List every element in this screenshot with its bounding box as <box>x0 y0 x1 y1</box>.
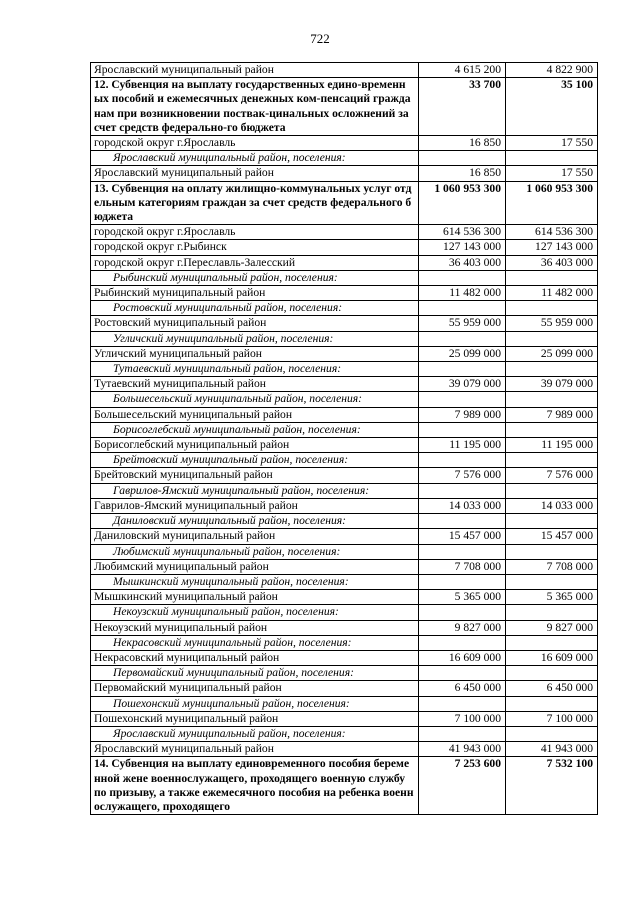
row-name-cell: Первомайский муниципальный район, поселения: <box>91 666 419 681</box>
value-2021-cell <box>419 483 506 498</box>
value-2022-cell <box>506 301 598 316</box>
value-2021-cell <box>419 331 506 346</box>
section-header-row <box>91 757 598 815</box>
value-2022-cell: 14 033 000 <box>506 498 598 513</box>
table-row <box>91 711 598 726</box>
row-name-cell: Большесельский муниципальный район, поселения: <box>91 392 419 407</box>
value-2021-cell <box>419 151 506 166</box>
value-2022-cell: 36 403 000 <box>506 255 598 270</box>
row-name-cell: Ярославский муниципальный район <box>91 63 419 78</box>
table-row <box>91 407 598 422</box>
value-2021-cell <box>419 514 506 529</box>
value-2021-cell: 16 850 <box>419 136 506 151</box>
value-2021-cell <box>419 574 506 589</box>
row-name-cell: Ростовский муниципальный район, поселения: <box>91 301 419 316</box>
row-name-cell: городской округ г.Рыбинск <box>91 240 419 255</box>
value-2021-cell: 11 482 000 <box>419 286 506 301</box>
value-2021-cell <box>419 422 506 437</box>
value-2022-cell: 7 532 100 <box>506 757 598 815</box>
value-2021-cell <box>419 726 506 741</box>
row-name-cell: Некрасовский муниципальный район, поселения: <box>91 635 419 650</box>
subheader-row <box>91 151 598 166</box>
value-2022-cell: 7 989 000 <box>506 407 598 422</box>
section-header-row <box>91 78 598 136</box>
subheader-row <box>91 301 598 316</box>
value-2022-cell <box>506 726 598 741</box>
value-2022-cell: 614 536 300 <box>506 225 598 240</box>
table-row <box>91 620 598 635</box>
value-2022-cell <box>506 483 598 498</box>
value-2021-cell: 7 708 000 <box>419 559 506 574</box>
value-2021-cell: 55 959 000 <box>419 316 506 331</box>
subheader-row <box>91 392 598 407</box>
value-2022-cell <box>506 151 598 166</box>
value-2022-cell <box>506 544 598 559</box>
value-2022-cell: 11 195 000 <box>506 438 598 453</box>
table-row <box>91 316 598 331</box>
row-name-cell: 12. Субвенция на выплату государственных едино-временных пособий и ежемесячных денежных ком-пенсаций гражданам при возникновении поствак-цинальных осложнений за счет средств федерально-го бюджета <box>91 78 419 136</box>
value-2021-cell: 16 609 000 <box>419 650 506 665</box>
value-2021-cell <box>419 362 506 377</box>
row-name-cell: Некрасовский муниципальный район <box>91 650 419 665</box>
row-name-cell: Большесельский муниципальный район <box>91 407 419 422</box>
row-name-cell: Даниловский муниципальный район <box>91 529 419 544</box>
table-row <box>91 742 598 757</box>
subheader-row <box>91 605 598 620</box>
value-2021-cell: 25 099 000 <box>419 346 506 361</box>
row-name-cell: Угличский муниципальный район <box>91 346 419 361</box>
value-2021-cell: 1 060 953 300 <box>419 181 506 225</box>
row-name-cell: Пошехонский муниципальный район, поселения: <box>91 696 419 711</box>
row-name-cell: Угличский муниципальный район, поселения: <box>91 331 419 346</box>
value-2022-cell <box>506 666 598 681</box>
table-row <box>91 255 598 270</box>
value-2022-cell: 5 365 000 <box>506 590 598 605</box>
value-2022-cell: 16 609 000 <box>506 650 598 665</box>
subheader-row <box>91 483 598 498</box>
value-2021-cell: 11 195 000 <box>419 438 506 453</box>
value-2022-cell: 17 550 <box>506 136 598 151</box>
table-row <box>91 559 598 574</box>
value-2021-cell: 14 033 000 <box>419 498 506 513</box>
value-2021-cell <box>419 392 506 407</box>
value-2022-cell: 35 100 <box>506 78 598 136</box>
row-name-cell: Ярославский муниципальный район, поселения: <box>91 151 419 166</box>
value-2022-cell <box>506 635 598 650</box>
budget-table-body <box>91 63 598 815</box>
value-2022-cell: 1 060 953 300 <box>506 181 598 225</box>
value-2021-cell: 7 576 000 <box>419 468 506 483</box>
table-row <box>91 136 598 151</box>
value-2021-cell <box>419 696 506 711</box>
row-name-cell: Мышкинский муниципальный район <box>91 590 419 605</box>
row-name-cell: Тутаевский муниципальный район, поселения: <box>91 362 419 377</box>
value-2022-cell <box>506 574 598 589</box>
row-name-cell: Ярославский муниципальный район, поселения: <box>91 726 419 741</box>
row-name-cell: Гаврилов-Ямский муниципальный район, поселения: <box>91 483 419 498</box>
subheader-row <box>91 453 598 468</box>
value-2022-cell: 55 959 000 <box>506 316 598 331</box>
row-name-cell: Ростовский муниципальный район <box>91 316 419 331</box>
table-row <box>91 438 598 453</box>
value-2022-cell <box>506 392 598 407</box>
value-2021-cell <box>419 453 506 468</box>
value-2022-cell: 7 708 000 <box>506 559 598 574</box>
subheader-row <box>91 422 598 437</box>
value-2021-cell: 36 403 000 <box>419 255 506 270</box>
value-2021-cell: 5 365 000 <box>419 590 506 605</box>
row-name-cell: Брейтовский муниципальный район, поселения: <box>91 453 419 468</box>
value-2022-cell <box>506 331 598 346</box>
row-name-cell: Брейтовский муниципальный район <box>91 468 419 483</box>
value-2022-cell: 25 099 000 <box>506 346 598 361</box>
table-row <box>91 63 598 78</box>
subheader-row <box>91 270 598 285</box>
table-row <box>91 681 598 696</box>
section-header-row <box>91 181 598 225</box>
value-2021-cell <box>419 666 506 681</box>
value-2022-cell: 41 943 000 <box>506 742 598 757</box>
subheader-row <box>91 666 598 681</box>
value-2021-cell: 7 100 000 <box>419 711 506 726</box>
value-2021-cell: 6 450 000 <box>419 681 506 696</box>
table-row <box>91 529 598 544</box>
subheader-row <box>91 514 598 529</box>
row-name-cell: Некоузский муниципальный район <box>91 620 419 635</box>
value-2021-cell <box>419 605 506 620</box>
value-2022-cell: 17 550 <box>506 166 598 181</box>
row-name-cell: Первомайский муниципальный район <box>91 681 419 696</box>
value-2022-cell <box>506 514 598 529</box>
row-name-cell: Гаврилов-Ямский муниципальный район <box>91 498 419 513</box>
row-name-cell: Ярославский муниципальный район <box>91 742 419 757</box>
row-name-cell: Пошехонский муниципальный район <box>91 711 419 726</box>
table-row <box>91 346 598 361</box>
row-name-cell: Некоузский муниципальный район, поселения: <box>91 605 419 620</box>
row-name-cell: Даниловский муниципальный район, поселения: <box>91 514 419 529</box>
value-2022-cell <box>506 362 598 377</box>
value-2022-cell <box>506 453 598 468</box>
value-2022-cell: 127 143 000 <box>506 240 598 255</box>
row-name-cell: 14. Субвенция на выплату единовременного пособия беременной жене военнослужащего, проходящего военную службу по призыву, а также ежемесячного пособия на ребенка военнослужащего, проходящего <box>91 757 419 815</box>
subheader-row <box>91 726 598 741</box>
table-row <box>91 240 598 255</box>
value-2021-cell: 7 989 000 <box>419 407 506 422</box>
value-2022-cell <box>506 270 598 285</box>
value-2022-cell <box>506 696 598 711</box>
value-2022-cell: 7 576 000 <box>506 468 598 483</box>
row-name-cell: Любимский муниципальный район, поселения: <box>91 544 419 559</box>
budget-table <box>90 62 598 815</box>
subheader-row <box>91 331 598 346</box>
row-name-cell: городской округ г.Переславль-Залесский <box>91 255 419 270</box>
value-2022-cell: 4 822 900 <box>506 63 598 78</box>
value-2021-cell: 7 253 600 <box>419 757 506 815</box>
value-2021-cell <box>419 544 506 559</box>
value-2021-cell: 33 700 <box>419 78 506 136</box>
subheader-row <box>91 696 598 711</box>
value-2021-cell: 39 079 000 <box>419 377 506 392</box>
value-2022-cell: 6 450 000 <box>506 681 598 696</box>
row-name-cell: Борисоглебский муниципальный район <box>91 438 419 453</box>
value-2021-cell: 4 615 200 <box>419 63 506 78</box>
subheader-row <box>91 544 598 559</box>
row-name-cell: городской округ г.Ярославль <box>91 225 419 240</box>
value-2021-cell <box>419 270 506 285</box>
value-2022-cell: 7 100 000 <box>506 711 598 726</box>
table-row <box>91 225 598 240</box>
row-name-cell: Борисоглебский муниципальный район, поселения: <box>91 422 419 437</box>
row-name-cell: Любимский муниципальный район <box>91 559 419 574</box>
value-2021-cell <box>419 301 506 316</box>
row-name-cell: Рыбинский муниципальный район, поселения: <box>91 270 419 285</box>
value-2022-cell: 39 079 000 <box>506 377 598 392</box>
row-name-cell: Рыбинский муниципальный район <box>91 286 419 301</box>
row-name-cell: городской округ г.Ярославль <box>91 136 419 151</box>
row-name-cell: Ярославский муниципальный район <box>91 166 419 181</box>
value-2021-cell: 41 943 000 <box>419 742 506 757</box>
table-row <box>91 650 598 665</box>
value-2021-cell: 9 827 000 <box>419 620 506 635</box>
value-2022-cell: 9 827 000 <box>506 620 598 635</box>
value-2021-cell: 127 143 000 <box>419 240 506 255</box>
value-2021-cell: 614 536 300 <box>419 225 506 240</box>
subheader-row <box>91 574 598 589</box>
value-2022-cell: 15 457 000 <box>506 529 598 544</box>
row-name-cell: 13. Субвенция на оплату жилищно-коммунальных услуг отдельным категориям граждан за счет средств федерального бюджета <box>91 181 419 225</box>
table-row <box>91 286 598 301</box>
value-2022-cell: 11 482 000 <box>506 286 598 301</box>
value-2021-cell <box>419 635 506 650</box>
table-row <box>91 377 598 392</box>
table-row <box>91 590 598 605</box>
table-row <box>91 166 598 181</box>
value-2022-cell <box>506 422 598 437</box>
value-2021-cell: 15 457 000 <box>419 529 506 544</box>
table-row <box>91 498 598 513</box>
value-2022-cell <box>506 605 598 620</box>
value-2021-cell: 16 850 <box>419 166 506 181</box>
table-row <box>91 468 598 483</box>
page-number: 722 <box>310 31 330 46</box>
row-name-cell: Мышкинский муниципальный район, поселения: <box>91 574 419 589</box>
subheader-row <box>91 362 598 377</box>
subheader-row <box>91 635 598 650</box>
row-name-cell: Тутаевский муниципальный район <box>91 377 419 392</box>
